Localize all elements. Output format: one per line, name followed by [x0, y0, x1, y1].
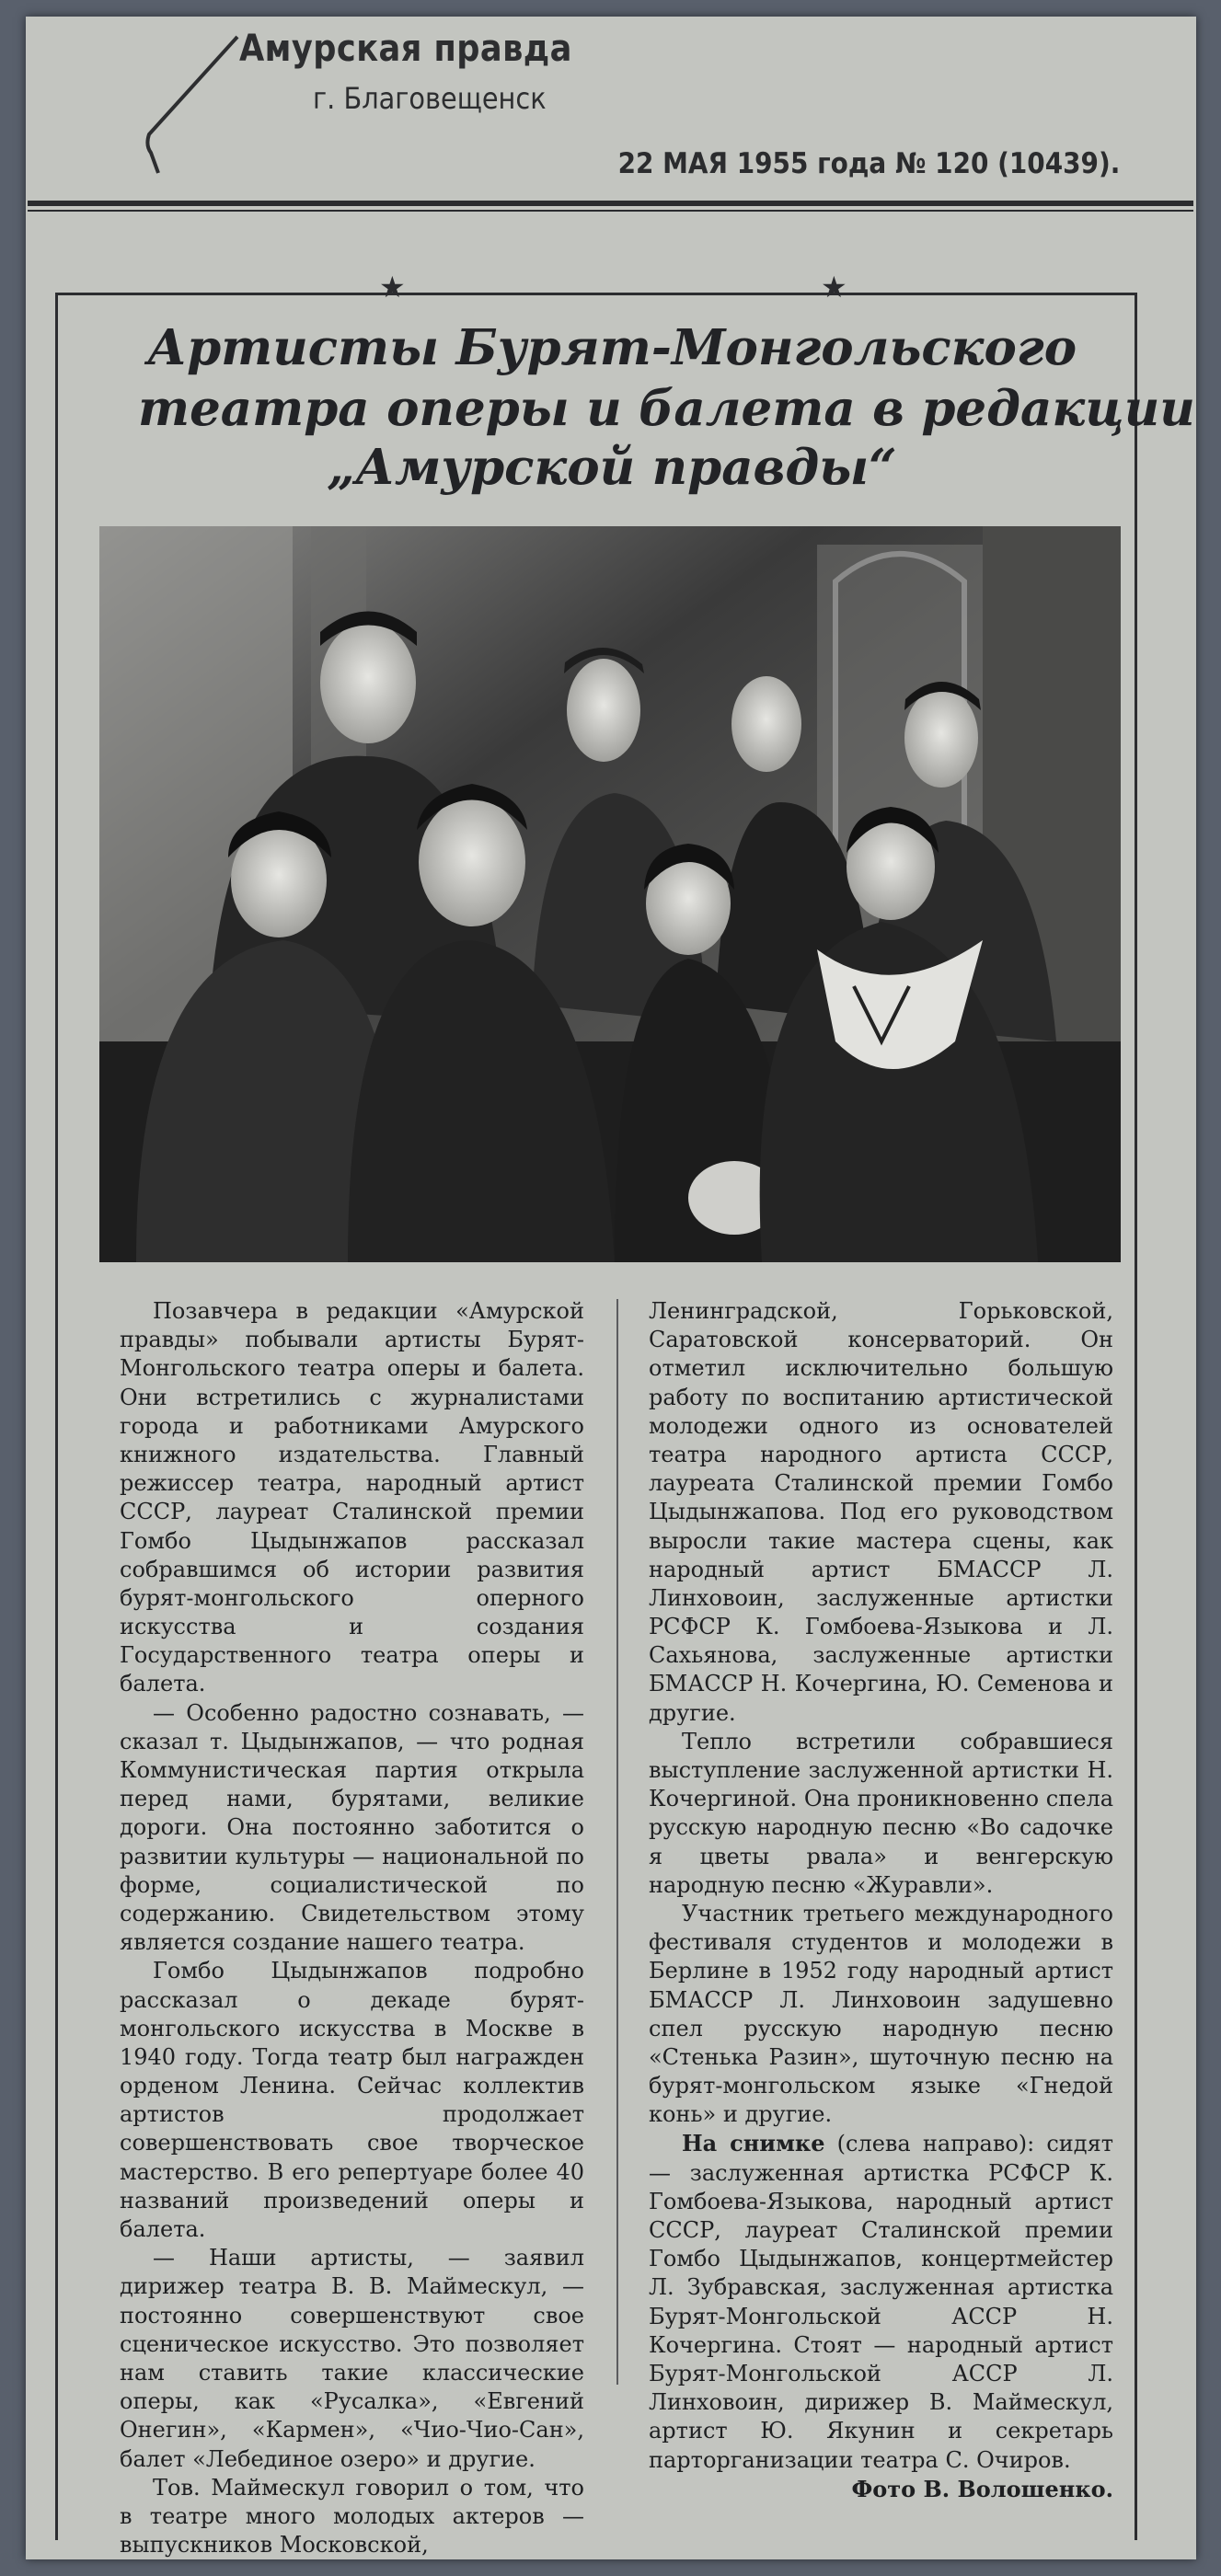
header-rule — [28, 201, 1193, 206]
group-photo — [99, 526, 1121, 1262]
paragraph: Участник третьего международного фестиваля студентов и молодежи в Берлине в 1952 году народный артист БМАССР Л. Линховоин задушевно спел русскую народную песню «Стенька Разин», шуточную песню на бурят-монгольском языке «Гнедой конь» и другие. — [649, 1900, 1113, 2128]
stamp-city: г. Благовещенск — [313, 81, 547, 116]
caption-lead: На снимке — [682, 2130, 825, 2157]
star-ornament-left: ★ — [379, 270, 406, 305]
headline-line-2: театра оперы и балета в редакции — [138, 380, 1195, 437]
photo-credit: Фото В. Волошенко. — [851, 2475, 1113, 2502]
header-rule-thin — [28, 210, 1193, 212]
source-stamp — [129, 24, 644, 180]
column-divider — [616, 1299, 618, 2385]
paragraph: Позавчера в редакции «Амурской правды» побывали артисты Бурят-Монгольского театра оперы и балета. Они встретились с журналистами города и работниками Амурского книжного издательства. Главный режиссер театра, народный артист СССР, лауреат Сталинской премии Гомбо Цыдынжапов рассказал собравшимся об истории развития бурят-монгольского оперного искусства и создания Государственного театра оперы и балета. — [120, 1298, 584, 1697]
paragraph: Гомбо Цыдынжапов подробно рассказал о декаде бурят-монгольского искусства в Москве в 1940 году. Тогда театр был награжден орденом Ленина. Сейчас коллектив артистов продолжает совершенствовать свое творческое мастерство. В его репертуаре более 40 названий произведений оперы и балета. — [120, 1958, 584, 2242]
star-ornament-right: ★ — [821, 270, 847, 305]
photo-caption — [649, 2129, 1113, 2474]
paragraph: Тепло встретили собравшиеся выступление заслуженной артистки Н. Кочергиной. Она проникновенно спела русскую народную песню «Во садочке я цветы рвала» и венгерскую народную песню «Журавли». — [649, 1728, 1113, 1898]
article-column-1 — [120, 1297, 584, 2559]
article-column-2 — [649, 1297, 1113, 2504]
paragraph: — Особенно радостно сознавать, — сказал т. Цыдынжапов, — что родная Коммунистическая партия открыла перед нами, бурятами, великие дороги. Она постоянно заботится о развитии культуры — национальной по форме, социалистической по содержанию. Свидетельством этому является создание нашего театра. — [120, 1699, 584, 1956]
stamp-bracket-mark — [129, 24, 248, 180]
paragraph: — Наши артисты, — заявил дирижер театра В. В. Маймескул, — постоянно совершенствуют свое сценическое искусство. Это позволяет нам ставить такие классические оперы, как «Русалка», «Евгений Онегин», «Кармен», «Чио-Чио-Сан», балет «Лебединое озеро» и другие. — [120, 2245, 584, 2472]
paragraph: Тов. Маймескул говорил о том, что в театре много молодых актеров — выпускников Московской, — [120, 2474, 584, 2559]
headline-line-3: „Амурской правды“ — [327, 439, 897, 496]
caption-text: (слева направо): сидят — заслуженная артистка РСФСР К. Гомбоева-Языкова, народный артист СССР, лауреат Сталинской премии Гомбо Цыдынжапов, концертмейстер Л. Зубравская, заслуженная артистка Бурят-Монгольской АССР Н. Кочергина. Стоят — народный артист Бурят-Монгольской АССР Л. Линховоин, дирижер В. Маймескул, артист Ю. Якунин и секретарь парторганизации театра С. Очиров. — [649, 2131, 1113, 2473]
issue-date: 22 МАЯ 1955 года № 120 (10439). — [617, 147, 1120, 180]
stamp-newspaper-name: Амурская правда — [239, 28, 572, 70]
photo-credit-row — [649, 2475, 1113, 2504]
group-photo-image — [99, 526, 1121, 1262]
headline-line-1: Артисты Бурят-Монгольского — [146, 319, 1077, 376]
paragraph: Ленинградской, Горьковской, Саратовской консерваторий. Он отметил исключительно большую работу по воспитанию артистической молодежи одного из основателей театра народного артиста СССР, лауреата Сталинской премии Гомбо Цыдынжапова. Под его руководством выросли такие мастера сцены, как народный артист БМАССР Л. Линховоин, заслуженные артистки РСФСР К. Гомбоева-Языкова и Л. Сахьянова, заслуженные артистки БМАССР Н. Кочергина, Ю. Семенова и другие. — [649, 1298, 1113, 1726]
